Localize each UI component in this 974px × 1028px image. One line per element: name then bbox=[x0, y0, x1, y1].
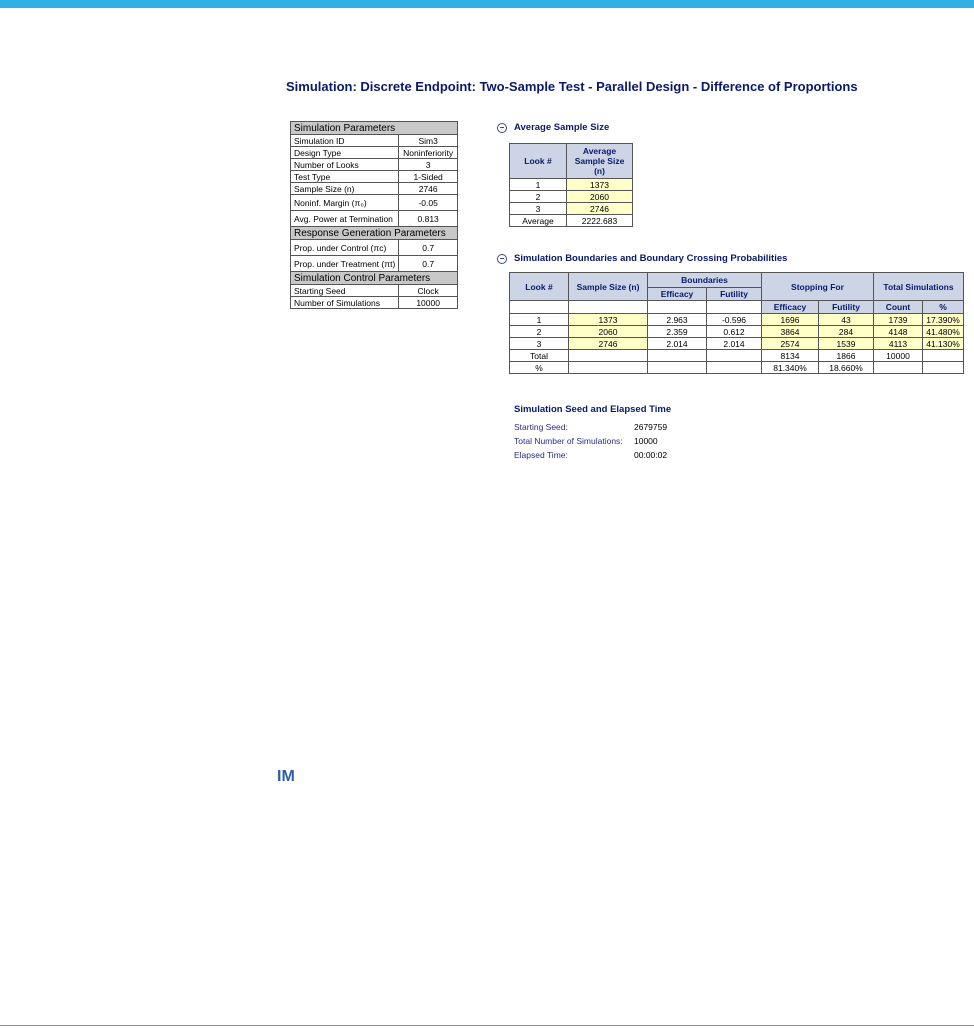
stop-futility-cell: 1539 bbox=[819, 338, 874, 350]
look-cell: 3 bbox=[510, 338, 569, 350]
count-cell: 4113 bbox=[874, 338, 923, 350]
look-cell: % bbox=[510, 362, 569, 374]
percent-cell: 41.480% bbox=[923, 326, 964, 338]
col-header-futility: Futility bbox=[707, 288, 762, 301]
size-cell: 1373 bbox=[567, 179, 633, 191]
col-header-look: Look # bbox=[510, 273, 569, 301]
efficacy-boundary-cell: 2.359 bbox=[648, 326, 707, 338]
blank-header bbox=[510, 301, 569, 314]
percent-row bbox=[510, 362, 964, 374]
param-value: 0.813 bbox=[399, 211, 458, 227]
elapsed-value: 00:00:02 bbox=[634, 450, 668, 460]
size-cell: 1373 bbox=[569, 314, 648, 326]
param-value: -0.05 bbox=[399, 195, 458, 211]
look-cell: Average bbox=[510, 215, 567, 227]
elapsed-label: Elapsed Time: bbox=[514, 450, 568, 460]
size-cell: 2222.683 bbox=[567, 215, 633, 227]
param-label: Test Type bbox=[291, 171, 399, 183]
efficacy-boundary-cell: 2.014 bbox=[648, 338, 707, 350]
param-value: Clock bbox=[399, 285, 458, 297]
col-header-sample-size: Sample Size (n) bbox=[569, 273, 648, 301]
nsim-label: Total Number of Simulations: bbox=[514, 436, 623, 446]
futility-boundary-cell: 0.612 bbox=[707, 326, 762, 338]
total-row bbox=[510, 350, 964, 362]
param-label: Simulation ID bbox=[291, 135, 399, 147]
efficacy-boundary-cell: 2.963 bbox=[648, 314, 707, 326]
param-label: Sample Size (n) bbox=[291, 183, 399, 195]
futility-boundary-cell: 2.014 bbox=[707, 338, 762, 350]
section-heading: Simulation Boundaries and Boundary Crossing Probabilities bbox=[514, 253, 788, 264]
col-header-stopping-for: Stopping For bbox=[762, 273, 874, 301]
stop-efficacy-cell: 3864 bbox=[762, 326, 819, 338]
look-cell: 3 bbox=[510, 203, 567, 215]
stop-efficacy-cell: 8134 bbox=[762, 350, 819, 362]
top-accent-bar bbox=[0, 0, 974, 8]
param-value: 0.7 bbox=[399, 240, 458, 256]
param-label: Design Type bbox=[291, 147, 399, 159]
blank-header bbox=[707, 301, 762, 314]
seed-section-heading: Simulation Seed and Elapsed Time bbox=[514, 404, 672, 415]
bottom-accent-line bbox=[0, 1025, 974, 1026]
stop-efficacy-cell: 2574 bbox=[762, 338, 819, 350]
col-header-percent: % bbox=[923, 301, 964, 314]
empty-cell bbox=[707, 362, 762, 374]
empty-cell bbox=[648, 362, 707, 374]
stop-futility-cell: 1866 bbox=[819, 350, 874, 362]
param-value: 10000 bbox=[399, 297, 458, 309]
param-label: Prop. under Treatment (πt) bbox=[291, 256, 399, 272]
collapse-icon[interactable] bbox=[497, 123, 507, 133]
empty-cell bbox=[874, 362, 923, 374]
percent-cell: 17.390% bbox=[923, 314, 964, 326]
param-label: Starting Seed bbox=[291, 285, 399, 297]
look-cell: 1 bbox=[510, 179, 567, 191]
param-label: Prop. under Control (πc) bbox=[291, 240, 399, 256]
simulation-parameters-table bbox=[290, 121, 458, 309]
col-header-stop-efficacy: Efficacy bbox=[762, 301, 819, 314]
seed-label: Starting Seed: bbox=[514, 422, 568, 432]
stop-efficacy-cell: 81.340% bbox=[762, 362, 819, 374]
count-cell: 10000 bbox=[874, 350, 923, 362]
blank-header bbox=[569, 301, 648, 314]
stop-efficacy-cell: 1696 bbox=[762, 314, 819, 326]
param-value: 1-Sided bbox=[399, 171, 458, 183]
sim-params-header: Simulation Parameters bbox=[291, 122, 458, 135]
boundaries-section-toggle[interactable] bbox=[497, 253, 787, 264]
look-cell: 2 bbox=[510, 326, 569, 338]
empty-cell bbox=[923, 350, 964, 362]
param-label: Noninf. Margin (π₀) bbox=[291, 195, 399, 211]
response-params-header: Response Generation Parameters bbox=[291, 227, 458, 240]
param-label: Number of Simulations bbox=[291, 297, 399, 309]
empty-cell bbox=[923, 362, 964, 374]
param-value: Noninferiority bbox=[399, 147, 458, 159]
size-cell: 2746 bbox=[567, 203, 633, 215]
col-header-count: Count bbox=[874, 301, 923, 314]
table-row bbox=[510, 326, 964, 338]
avg-sample-size-section-toggle[interactable] bbox=[497, 122, 609, 133]
col-header-efficacy: Efficacy bbox=[648, 288, 707, 301]
param-value: 0.7 bbox=[399, 256, 458, 272]
seed-value: 2679759 bbox=[634, 422, 668, 432]
stop-futility-cell: 43 bbox=[819, 314, 874, 326]
size-cell: 2746 bbox=[569, 338, 648, 350]
boundaries-table bbox=[509, 272, 964, 374]
percent-cell: 41.130% bbox=[923, 338, 964, 350]
stop-futility-cell: 18.660% bbox=[819, 362, 874, 374]
look-cell: 1 bbox=[510, 314, 569, 326]
table-row bbox=[510, 338, 964, 350]
count-cell: 4148 bbox=[874, 326, 923, 338]
average-sample-size-table bbox=[509, 143, 633, 227]
param-value: Sim3 bbox=[399, 135, 458, 147]
look-cell: Total bbox=[510, 350, 569, 362]
empty-cell bbox=[707, 350, 762, 362]
param-label: Number of Looks bbox=[291, 159, 399, 171]
look-cell: 2 bbox=[510, 191, 567, 203]
empty-cell bbox=[648, 350, 707, 362]
col-header-look: Look # bbox=[510, 144, 567, 179]
control-params-header: Simulation Control Parameters bbox=[291, 272, 458, 285]
empty-cell bbox=[569, 362, 648, 374]
table-row bbox=[510, 314, 964, 326]
col-header-boundaries: Boundaries bbox=[648, 273, 762, 288]
empty-cell bbox=[569, 350, 648, 362]
col-header-stop-futility: Futility bbox=[819, 301, 874, 314]
stop-futility-cell: 284 bbox=[819, 326, 874, 338]
param-label: Avg. Power at Termination bbox=[291, 211, 399, 227]
collapse-icon[interactable] bbox=[497, 254, 507, 264]
param-value: 3 bbox=[399, 159, 458, 171]
nsim-value: 10000 bbox=[634, 436, 658, 446]
count-cell: 1739 bbox=[874, 314, 923, 326]
futility-boundary-cell: -0.596 bbox=[707, 314, 762, 326]
col-header-total-simulations: Total Simulations bbox=[874, 273, 964, 301]
size-cell: 2060 bbox=[569, 326, 648, 338]
page-title: Simulation: Discrete Endpoint: Two-Sample Test - Parallel Design - Difference of Proportions bbox=[286, 79, 858, 94]
logo: IM bbox=[277, 768, 295, 785]
section-heading: Average Sample Size bbox=[514, 122, 610, 133]
blank-header bbox=[648, 301, 707, 314]
col-header-sample-size: Average Sample Size (n) bbox=[567, 144, 633, 179]
param-value: 2746 bbox=[399, 183, 458, 195]
size-cell: 2060 bbox=[567, 191, 633, 203]
